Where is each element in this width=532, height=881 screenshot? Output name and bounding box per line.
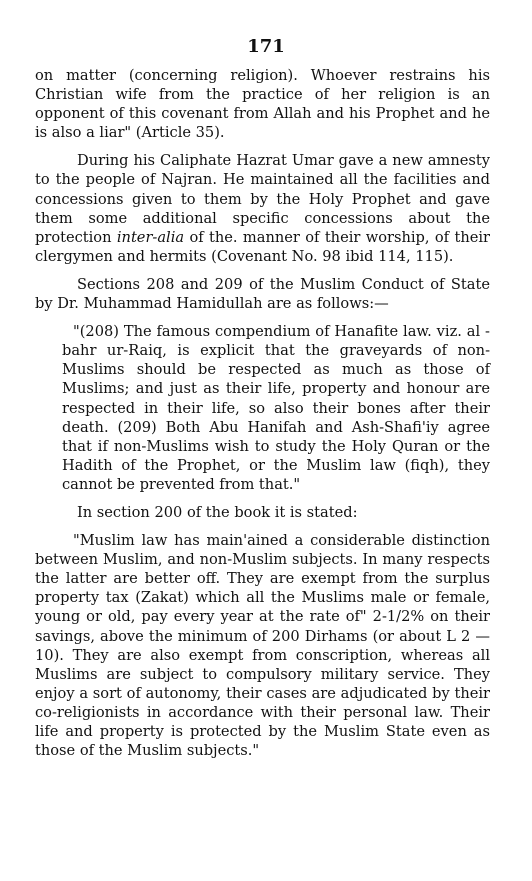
paragraph-umar-amnesty <box>35 151 490 266</box>
italic-term: inter-alia <box>116 228 185 246</box>
paragraph-covenant-continuation: on matter (concerning religion). Whoever restrains his Christian wife from the practice of her religion is an opponent of this covenant from Allah and his Prophet and he is also a liar" (Article 35). <box>35 67 490 142</box>
paragraph-sections-intro: Sections 208 and 209 of the Muslim Conduct of State by Dr. Muhammad Hamidullah are as follows:— <box>35 275 490 313</box>
paragraph-umar-amnesty-text-end: of the. manner of their worship, of their clergymen and hermits (Covenant No. 98 ibid 114, 115). <box>35 228 490 265</box>
paragraph-section-200-intro: In section 200 of the book it is stated: <box>77 503 358 521</box>
page-number: 171 <box>247 36 285 57</box>
blockquote-section-200: "Muslim law has main'ained a considerable distinction between Muslim, and non-Muslim subjects. In many respects the latter are better off. They are exempt from the surplus property tax (Zakat) which all the Muslims male or female, young or old, pay every year at the rate of" 2-1/2% on their savings, above the minimum of 200 Dirhams (or about L 2 — 10). They are also exempt from conscription, whereas all Muslims are subject to compulsory military service. They enjoy a sort of autonomy, their cases are adjudicated by their co-religionists in accordance with their personal law. Their life and property is protected by the Muslim State even as those of the Muslim subjects." <box>35 532 490 760</box>
blockquote-sections-208-209: "(208) The famous compendium of Hanafite law. viz. al - bahr ur-Raiq, is explicit that the graveyards of non-Muslims should be respected as much as those of Muslims; and just as their life, property and honour are respected in their life, so also their bones after their death. (209) Both Abu Hanifah and Ash-Shafi'iy agree that if non-Muslims wish to study the Holy Quran or the Hadith of the Prophet, or the Muslim law (fiqh), they cannot be prevented from that." <box>62 323 490 493</box>
page-body <box>35 66 490 769</box>
paragraph-umar-amnesty-text: During his Caliphate Hazrat Umar gave a new amnesty to the people of Najran. He maintained all the facilities and concessions given to them by the Holy Prophet and gave them some additional specific concessions about the protection <box>35 152 490 246</box>
